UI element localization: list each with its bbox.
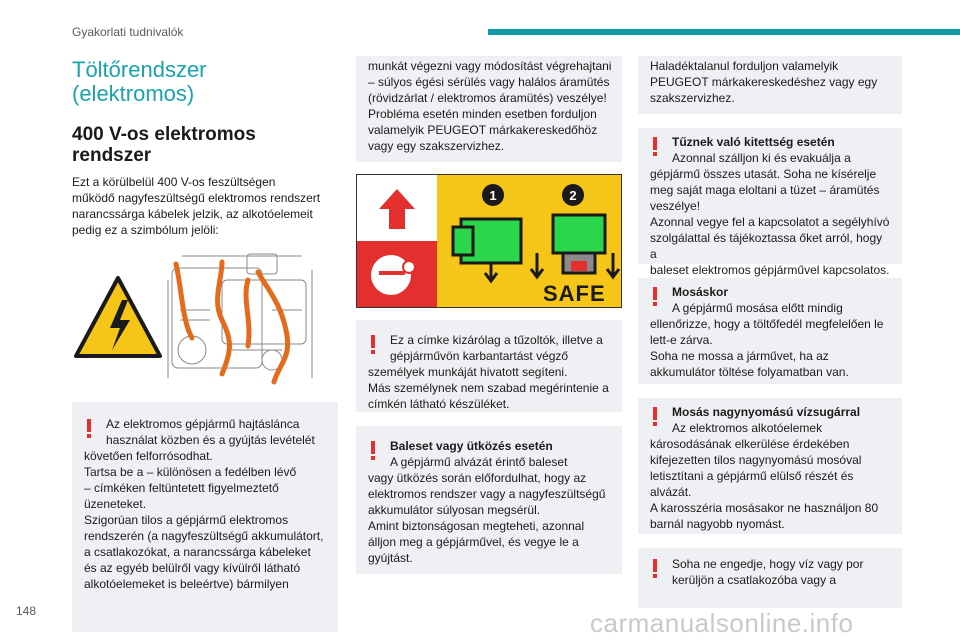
engine-sketch (168, 254, 312, 378)
warning-fire-title: Tűznek való kitettség esetén (672, 135, 835, 149)
exclamation-icon (368, 441, 378, 461)
exclamation-icon (650, 287, 660, 307)
warning-box-accident: Baleset vagy ütközés esetén A gépjármű alvázát érintő baleset vagy ütközés során előfordulhat, hogy az elektromos rendszer vagy a nagyfeszültségű akkumulátor súlyosan megsérül. Amint biztonságosan megteheti, azonnal álljon meg a gépjárművel, és vegye le a gyújtást. (356, 426, 622, 574)
marker-2-label: 2 (569, 188, 577, 203)
watermark: carmanualsonline.info (590, 608, 854, 638)
column-3 (638, 56, 902, 608)
exclamation-icon (84, 419, 94, 439)
warning-pressure-title: Mosás nagynyomású vízsugárral (672, 405, 861, 419)
marker-1-label: 1 (489, 188, 497, 203)
warning-washing-title: Mosáskor (672, 285, 729, 299)
intro-paragraph: Ezt a körülbelül 400 V-os feszültségen működő nagyfeszültségű elektromos rendszert narancssárga kábelek jelzik, az alkotóelemeit pedig ez a szimbólum jelöli: (72, 175, 321, 237)
column-2 (356, 56, 622, 574)
warning-box-pressure-washing: Mosás nagynyomású vízsugárral Az elektromos alkotóelemek károsodásának elkerülése érdekében kifejezetten tilos nagynyomású mosóval letisztítani a gépjármű elülső részét és alvázát. A karosszéria mosásakor ne használjon 80 barnál nagyobb nyomást. (638, 398, 902, 534)
safe-text: SAFE (543, 281, 606, 306)
warning-box-continued: munkát végezni vagy módosítást végrehajtani – súlyos égési sérülés vagy halálos áramütés (rövidzárlat / elektromos áramütés) veszélye! Probléma esetén minden esetben forduljon valamelyik PEUGEOT márkakereskedőhöz vagy egy szakszervizhez. (356, 56, 622, 162)
warning-box-label-usage: Ez a címke kizárólag a tűzoltók, illetve a gépjárművön karbantartást végző személyek munkáját hivatott segíteni. Más személynek nem szabad megérintenie a címkén látható készüléket. (356, 320, 622, 412)
high-voltage-icon (76, 278, 160, 356)
warning-box-washing: Mosáskor A gépjármű mosása előtt mindig ellenőrizze, hogy a töltőfedél megfelelően le lett-e zárva. Soha ne mossa a járművet, ha az akkumulátor töltése folyamatban van. (638, 278, 902, 384)
sub-title: 400 V-os elektromos rendszer (72, 124, 256, 166)
firefighter-safe-label (356, 174, 622, 308)
column-1 (72, 56, 338, 632)
exclamation-icon (650, 559, 660, 579)
warning-box-fire: Tűznek való kitettség esetén Azonnal szálljon ki és evakuálja a gépjármű összes utasát. Soha ne kísérelje meg saját maga eloltani a tüzet – áramütés veszélye! Azonnal vegye fel a kapcsolatot a segélyhívó szolgálattal és tájékoztassa őket arról, hogy a baleset elektromos gépjárművel kapcsolatos. (638, 128, 902, 264)
warning-box-accident-continued: Haladéktalanul forduljon valamelyik PEUGEOT márkakereskedéshez vagy egy szakszervizhez. (638, 56, 902, 114)
running-head: Gyakorlati tudnivalók (72, 25, 184, 39)
exclamation-icon (368, 335, 378, 355)
warning-box-connector-water: Soha ne engedje, hogy víz vagy por kerüljön a csatlakozóba vagy a (638, 548, 902, 608)
exclamation-icon (650, 137, 660, 157)
warning-accident-title: Baleset vagy ütközés esetén (390, 439, 553, 453)
exclamation-icon (650, 407, 660, 427)
page-number: 148 (16, 604, 37, 618)
section-title: Töltőrendszer (elektromos) (72, 57, 207, 106)
header-accent-bar (488, 29, 960, 35)
warning-box-hv-drivetrain: Az elektromos gépjármű hajtáslánca használat közben és a gyújtás levételét követően felforrósodhat. Tartsa be a – különösen a fedélben lévő – címkéken feltüntetett figyelmeztető üzeneteket. Szigorúan tilos a gépjármű elektromos rendszerén (a nagyfeszültségű akkumulátort, a csatlakozókat, a narancssárga kábeleket és az egyéb belülről vagy kívülről látható alkotóelemeket is beleértve) bármilyen (72, 402, 338, 632)
hv-system-illustration (72, 250, 338, 388)
